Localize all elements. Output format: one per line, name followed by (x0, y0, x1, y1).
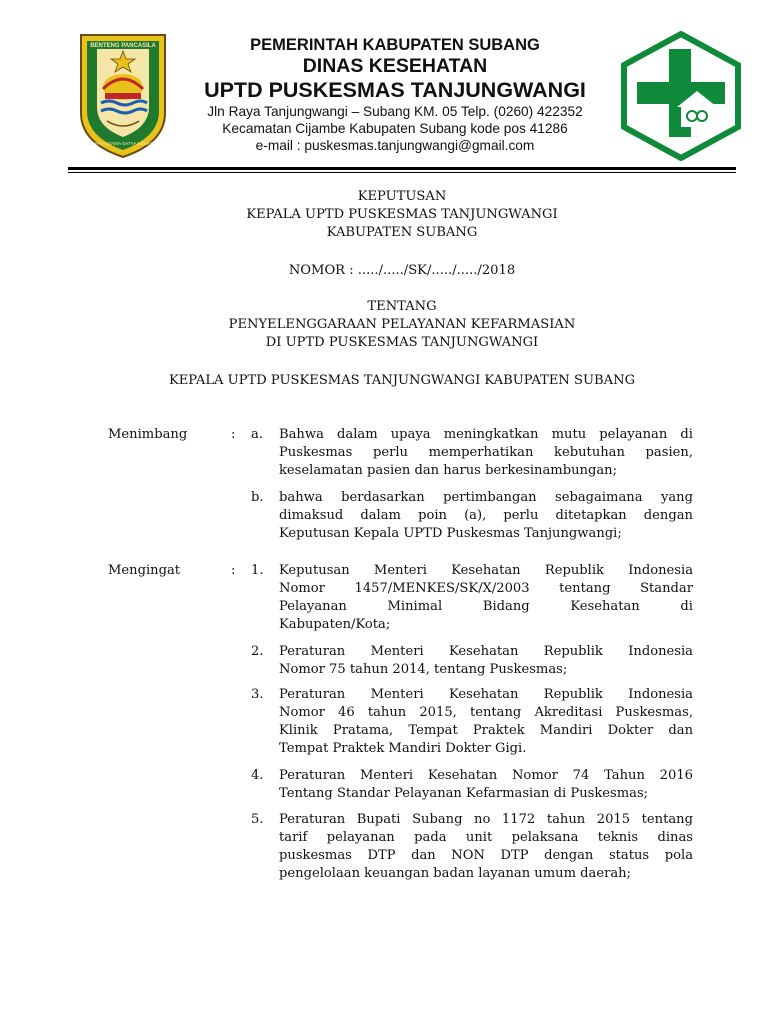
letterhead-divider-thick (68, 167, 736, 170)
list-item-line: dimaksud dalam poin (a), perlu ditetapkan dengan (279, 508, 693, 523)
list-item (279, 686, 693, 758)
list-item-line: Tempat Praktek Mandiri Dokter Gigi. (279, 741, 527, 756)
email-line: e-mail : puskesmas.tanjungwangi@gmail.com (255, 138, 535, 153)
list-item-line: tarif pelayanan pada unit pelaksana teknis dinas (279, 830, 693, 845)
decree-regency: KABUPATEN SUBANG (326, 225, 478, 240)
mengingat-colon: : (231, 563, 236, 578)
puskesmas-logo-icon (619, 31, 743, 161)
list-item-line: bahwa berdasarkan pertimbangan sebagaimana yang (279, 490, 693, 505)
letterhead-divider-thin (68, 172, 736, 173)
list-item-line: Peraturan Menteri Kesehatan Nomor 74 Tahun 2016 (279, 768, 693, 783)
list-item-line: pengelolaan keuangan badan layanan umum daerah; (279, 866, 632, 881)
institution-name: UPTD PUSKESMAS TANJUNGWANGI (204, 78, 586, 102)
emblem-bottom-label: KARYA UTAMA SATYA NEGARA (89, 141, 157, 146)
list-item-number: 4. (251, 768, 264, 783)
district-line: Kecamatan Cijambe Kabupaten Subang kode pos 41286 (222, 121, 568, 136)
mengingat-label: Mengingat (108, 563, 181, 578)
list-item (279, 489, 693, 543)
decree-tentang: TENTANG (367, 299, 437, 314)
list-item-line: Keputusan Kepala UPTD Puskesmas Tanjungwangi; (279, 526, 622, 541)
decree-subject-line1: PENYELENGGARAAN PELAYANAN KEFARMASIAN (228, 317, 576, 332)
list-item-line: Tentang Standar Pelayanan Kefarmasian di Puskesmas; (279, 786, 649, 801)
letterhead (0, 0, 768, 175)
list-item-line: Keputusan Menteri Kesehatan Republik Indonesia (279, 563, 693, 578)
decree-heading: KEPUTUSAN (357, 189, 447, 204)
list-item-line: Pelayanan Minimal Bidang Kesehatan di (279, 599, 693, 614)
menimbang-label: Menimbang (108, 427, 188, 442)
list-item (279, 562, 693, 634)
list-item (279, 811, 693, 883)
list-item-number: 1. (251, 563, 264, 578)
decree-issuer: KEPALA UPTD PUSKESMAS TANJUNGWANGI (246, 207, 558, 222)
letterhead-text (180, 36, 610, 154)
list-item-number: a. (251, 427, 263, 442)
list-item-number: 5. (251, 812, 264, 827)
list-item-line: Peraturan Menteri Kesehatan Republik Indonesia (279, 687, 693, 702)
list-item-number: b. (251, 490, 264, 505)
list-item-line: Nomor 75 tahun 2014, tentang Puskesmas; (279, 662, 568, 677)
list-item-line: puskesmas DTP dan NON DTP dengan status pola (279, 848, 693, 863)
list-item-line: Nomor 46 tahun 2015, tentang Akreditasi Puskesmas, (279, 705, 693, 720)
list-item-line: Puskesmas perlu memperhatikan kebutuhan pasien, (279, 445, 693, 460)
list-item-line: Peraturan Bupati Subang no 1172 tahun 2015 tentang (279, 812, 693, 827)
list-item-line: Peraturan Menteri Kesehatan Republik Indonesia (279, 644, 693, 659)
menimbang-colon: : (231, 427, 236, 442)
decree-number: NOMOR : ...../...../SK/...../...../2018 (288, 263, 516, 278)
decree-subject-line2: DI UPTD PUSKESMAS TANJUNGWANGI (265, 335, 539, 350)
government-name: PEMERINTAH KABUPATEN SUBANG (250, 36, 540, 54)
emblem-top-label: BENTENG PANCASILA (90, 43, 156, 49)
list-item-number: 3. (251, 687, 264, 702)
decree-authority: KEPALA UPTD PUSKESMAS TANJUNGWANGI KABUPATEN SUBANG (168, 373, 636, 388)
list-item-line: Nomor 1457/MENKES/SK/X/2003 tentang Standar (279, 581, 693, 596)
list-item-number: 2. (251, 644, 264, 659)
list-item-line: keselamatan pasien dan harus berkesinambungan; (279, 463, 617, 478)
address-line: Jln Raya Tanjungwangi – Subang KM. 05 Telp. (0260) 422352 (207, 104, 583, 119)
list-item-line: Kabupaten/Kota; (279, 617, 391, 632)
list-item-line: Klinik Pratama, Tempat Praktek Mandiri Dokter dan (279, 723, 693, 738)
list-item (279, 767, 693, 803)
list-item (279, 643, 693, 679)
subang-regency-emblem-icon (77, 31, 169, 161)
list-item (279, 426, 693, 480)
department-name: DINAS KESEHATAN (302, 55, 488, 77)
list-item-line: Bahwa dalam upaya meningkatkan mutu pelayanan di (279, 427, 693, 442)
